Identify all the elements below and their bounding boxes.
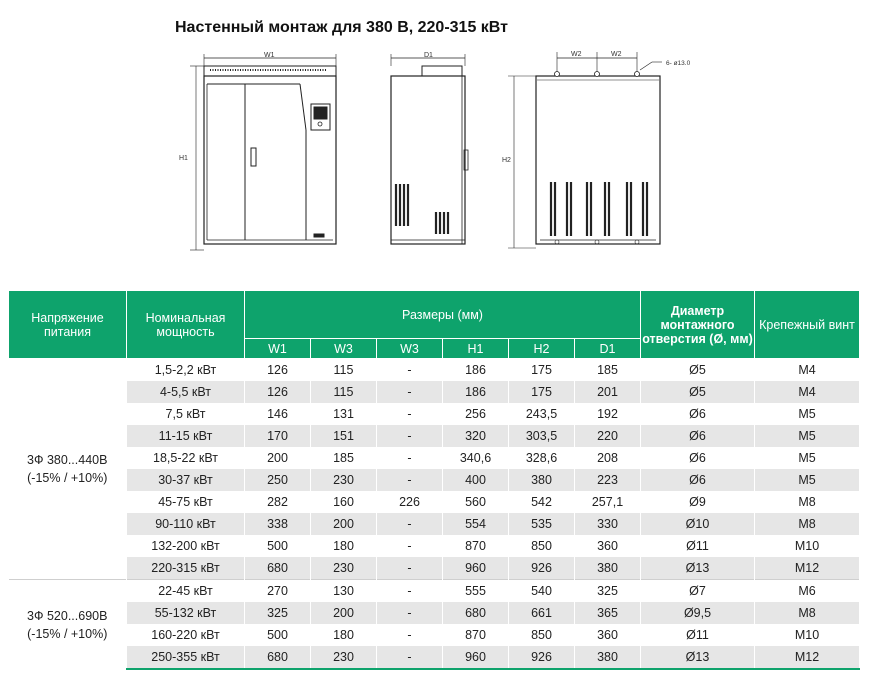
- table-cell: 126: [245, 359, 311, 382]
- table-cell: 960: [443, 646, 509, 669]
- voltage-tolerance: (-15% / +10%): [27, 626, 108, 641]
- table-cell: 18,5-22 кВт: [127, 447, 245, 469]
- table-cell: 850: [509, 535, 575, 557]
- table-row: [9, 359, 860, 382]
- table-cell: 180: [311, 624, 377, 646]
- table-cell: M4: [755, 381, 860, 403]
- table-cell: 185: [575, 359, 641, 382]
- table-cell: 303,5: [509, 425, 575, 447]
- back-hole-label: 6- ø13.0: [666, 60, 691, 67]
- table-cell: Ø11: [641, 535, 755, 557]
- table-cell: 226: [377, 491, 443, 513]
- table-cell: 175: [509, 359, 575, 382]
- table-cell: Ø6: [641, 447, 755, 469]
- table-cell: -: [377, 624, 443, 646]
- table-cell: 360: [575, 535, 641, 557]
- table-cell: 850: [509, 624, 575, 646]
- table-cell: M5: [755, 403, 860, 425]
- table-cell: -: [377, 535, 443, 557]
- table-cell: -: [377, 447, 443, 469]
- table-cell: Ø9,5: [641, 602, 755, 624]
- back-height-label: H2: [502, 157, 511, 164]
- table-cell: 661: [509, 602, 575, 624]
- table-cell: -: [377, 580, 443, 603]
- table-cell: 870: [443, 535, 509, 557]
- table-cell: 282: [245, 491, 311, 513]
- table-cell: 175: [509, 381, 575, 403]
- table-cell: M5: [755, 469, 860, 491]
- table-cell: 325: [245, 602, 311, 624]
- table-cell: 160: [311, 491, 377, 513]
- table-cell: 131: [311, 403, 377, 425]
- table-cell: 1,5-2,2 кВт: [127, 359, 245, 382]
- header-power: Номинальная мощность: [127, 291, 245, 359]
- table-cell: 560: [443, 491, 509, 513]
- table-cell: 250-355 кВт: [127, 646, 245, 669]
- table-cell: 90-110 кВт: [127, 513, 245, 535]
- table-cell: 192: [575, 403, 641, 425]
- voltage-label: 3Ф 380...440В: [27, 453, 108, 467]
- table-row: [9, 602, 860, 624]
- table-cell: 870: [443, 624, 509, 646]
- table-cell: 151: [311, 425, 377, 447]
- table-cell: 365: [575, 602, 641, 624]
- table-cell: 201: [575, 381, 641, 403]
- voltage-tolerance: (-15% / +10%): [27, 471, 108, 485]
- table-cell: Ø13: [641, 557, 755, 580]
- table-cell: M12: [755, 557, 860, 580]
- table-cell: -: [377, 602, 443, 624]
- header-dim-w1: W1: [245, 339, 311, 359]
- table-cell: 380: [509, 469, 575, 491]
- table-cell: M10: [755, 535, 860, 557]
- table-cell: 30-37 кВт: [127, 469, 245, 491]
- back-view-drawing: [508, 52, 662, 248]
- table-cell: Ø10: [641, 513, 755, 535]
- table-cell: 223: [575, 469, 641, 491]
- table-cell: 22-45 кВт: [127, 580, 245, 603]
- table-cell: 230: [311, 557, 377, 580]
- table-cell: 115: [311, 381, 377, 403]
- table-cell: 186: [443, 381, 509, 403]
- table-cell: Ø6: [641, 403, 755, 425]
- back-w2-right-label: W2: [611, 51, 622, 58]
- table-row: [9, 469, 860, 491]
- table-cell: 680: [245, 646, 311, 669]
- table-cell: Ø6: [641, 425, 755, 447]
- table-cell: 208: [575, 447, 641, 469]
- header-screw: Крепежный винт: [755, 291, 860, 359]
- table-cell: 170: [245, 425, 311, 447]
- table-cell: 126: [245, 381, 311, 403]
- table-cell: 230: [311, 646, 377, 669]
- table-cell: 338: [245, 513, 311, 535]
- table-cell: 554: [443, 513, 509, 535]
- voltage-label: 3Ф 520...690В: [27, 608, 108, 623]
- header-dim-w3: W3: [311, 339, 377, 359]
- front-width-label: W1: [264, 52, 275, 59]
- table-cell: -: [377, 425, 443, 447]
- voltage-group-cell: [9, 359, 127, 580]
- table-cell: 500: [245, 535, 311, 557]
- table-cell: Ø5: [641, 359, 755, 382]
- table-cell: M8: [755, 513, 860, 535]
- table-cell: Ø9: [641, 491, 755, 513]
- table-cell: 7,5 кВт: [127, 403, 245, 425]
- table-cell: 200: [311, 513, 377, 535]
- table-row: [9, 491, 860, 513]
- table-cell: 257,1: [575, 491, 641, 513]
- table-row: [9, 557, 860, 580]
- table-cell: -: [377, 469, 443, 491]
- table-cell: 680: [245, 557, 311, 580]
- table-cell: 926: [509, 557, 575, 580]
- table-cell: 45-75 кВт: [127, 491, 245, 513]
- header-dim-w3: W3: [377, 339, 443, 359]
- table-cell: -: [377, 403, 443, 425]
- table-cell: 540: [509, 580, 575, 603]
- table-cell: 180: [311, 535, 377, 557]
- table-cell: 220-315 кВт: [127, 557, 245, 580]
- table-row: [9, 646, 860, 669]
- table-row: [9, 580, 860, 603]
- table-cell: M6: [755, 580, 860, 603]
- table-cell: Ø7: [641, 580, 755, 603]
- table-cell: -: [377, 359, 443, 382]
- header-voltage: Напряжение питания: [9, 291, 127, 359]
- table-cell: -: [377, 381, 443, 403]
- table-row: [9, 447, 860, 469]
- back-w2-left-label: W2: [571, 51, 582, 58]
- table-cell: 555: [443, 580, 509, 603]
- table-cell: M8: [755, 491, 860, 513]
- table-row: [9, 535, 860, 557]
- table-cell: 340,6: [443, 447, 509, 469]
- table-cell: 185: [311, 447, 377, 469]
- table-cell: -: [377, 646, 443, 669]
- table-cell: M10: [755, 624, 860, 646]
- specifications-table: [8, 290, 860, 670]
- table-cell: 55-132 кВт: [127, 602, 245, 624]
- header-dim-d1: D1: [575, 339, 641, 359]
- table-cell: 535: [509, 513, 575, 535]
- table-cell: 380: [575, 646, 641, 669]
- page-title: Настенный монтаж для 380 В, 220-315 кВт: [175, 19, 508, 36]
- table-cell: 160-220 кВт: [127, 624, 245, 646]
- side-depth-label: D1: [424, 52, 433, 59]
- table-cell: 400: [443, 469, 509, 491]
- table-row: [9, 513, 860, 535]
- table-cell: M12: [755, 646, 860, 669]
- table-cell: Ø13: [641, 646, 755, 669]
- table-cell: M5: [755, 447, 860, 469]
- table-cell: Ø11: [641, 624, 755, 646]
- table-cell: 328,6: [509, 447, 575, 469]
- table-cell: M5: [755, 425, 860, 447]
- side-view-drawing: [391, 54, 468, 244]
- table-row: [9, 425, 860, 447]
- table-cell: 130: [311, 580, 377, 603]
- table-row: [9, 403, 860, 425]
- table-cell: M4: [755, 359, 860, 382]
- table-row: [9, 381, 860, 403]
- table-cell: 146: [245, 403, 311, 425]
- dimension-drawings: [0, 0, 869, 270]
- header-dim-h2: H2: [509, 339, 575, 359]
- table-cell: 926: [509, 646, 575, 669]
- table-cell: -: [377, 513, 443, 535]
- table-cell: 500: [245, 624, 311, 646]
- table-cell: 680: [443, 602, 509, 624]
- table-cell: 4-5,5 кВт: [127, 381, 245, 403]
- voltage-group-cell: [9, 580, 127, 670]
- header-hole-diameter: Диаметр монтажного отверстия (Ø, мм): [641, 291, 755, 359]
- header-dim-h1: H1: [443, 339, 509, 359]
- table-cell: Ø6: [641, 469, 755, 491]
- table-cell: 250: [245, 469, 311, 491]
- table-cell: 542: [509, 491, 575, 513]
- table-cell: 220: [575, 425, 641, 447]
- table-cell: 200: [311, 602, 377, 624]
- table-cell: -: [377, 557, 443, 580]
- table-cell: M8: [755, 602, 860, 624]
- table-cell: 230: [311, 469, 377, 491]
- table-cell: 115: [311, 359, 377, 382]
- table-cell: 330: [575, 513, 641, 535]
- header-dimensions: Размеры (мм): [245, 291, 641, 339]
- table-cell: 380: [575, 557, 641, 580]
- table-cell: 243,5: [509, 403, 575, 425]
- table-cell: 270: [245, 580, 311, 603]
- table-cell: 186: [443, 359, 509, 382]
- table-cell: 960: [443, 557, 509, 580]
- table-cell: 325: [575, 580, 641, 603]
- table-cell: 132-200 кВт: [127, 535, 245, 557]
- table-cell: 11-15 кВт: [127, 425, 245, 447]
- table-cell: 256: [443, 403, 509, 425]
- front-height-label: H1: [179, 155, 188, 162]
- front-view-drawing: [190, 54, 336, 250]
- table-cell: Ø5: [641, 381, 755, 403]
- table-cell: 200: [245, 447, 311, 469]
- table-cell: 360: [575, 624, 641, 646]
- table-row: [9, 624, 860, 646]
- table-cell: 320: [443, 425, 509, 447]
